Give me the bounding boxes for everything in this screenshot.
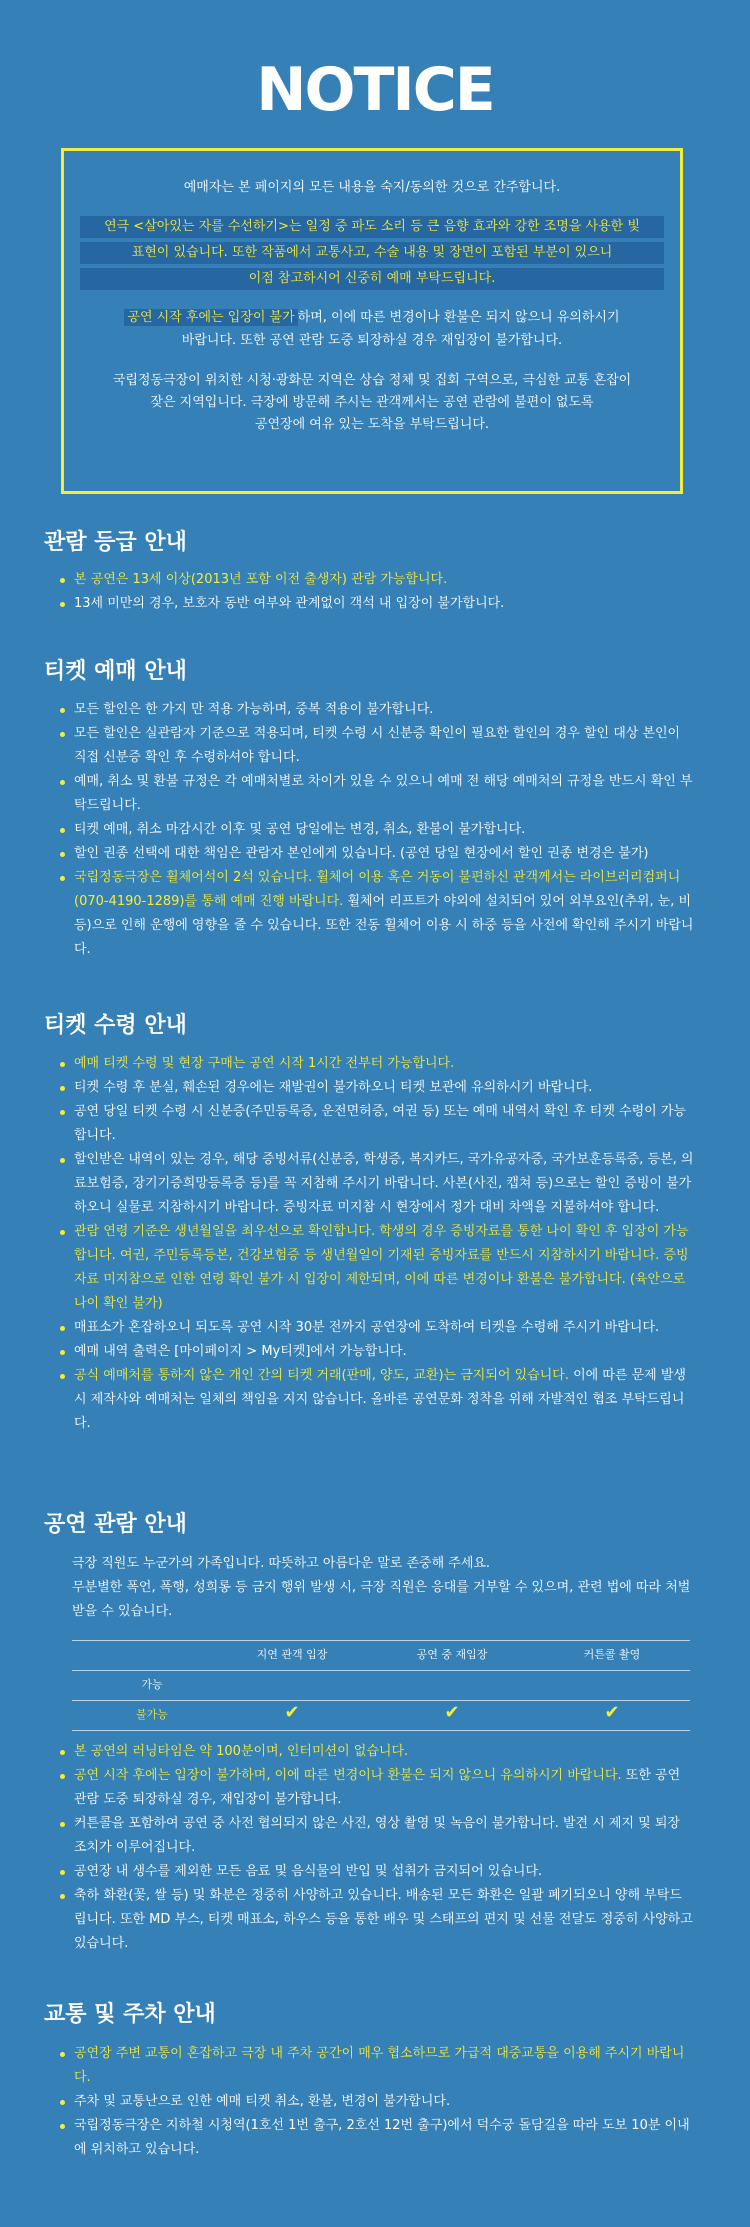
viewing-item: 커튼콜을 포함하여 공연 중 사전 협의되지 않은 사진, 영상 촬영 및 녹음이 불가합니다. 발견 시 제지 및 퇴장 조치가 이루어집니다. [60,1812,694,1860]
pickup-item: 공연 당일 티켓 수령 시 신분증(주민등록증, 운전면허증, 여권 등) 또는 예매 내역서 확인 후 티켓 수령이 가능합니다. [60,1100,694,1148]
notice-box [61,148,683,494]
rating-item: 13세 미만의 경우, 보호자 동반 여부와 관계없이 객석 내 입장이 불가합니다. [60,592,694,616]
check-icon: ✔ [444,1702,460,1723]
pickup-item: 예매 내역 출력은 [마이페이지 > My티켓]에서 가능합니다. [60,1340,694,1364]
notice-title: NOTICE [256,55,494,125]
booking-item: 예매, 취소 및 환불 규정은 각 예매처별로 차이가 있을 수 있으니 예매 전 해당 예매처의 규정을 반드시 확인 부탁드립니다. [60,770,694,818]
booking-title: 티켓 예매 안내 [44,659,187,684]
transport-item: 주차 및 교통난으로 인한 예매 티켓 취소, 환불, 변경이 불가합니다. [60,2090,694,2114]
table-rule [72,1730,690,1731]
check-icon: ✔ [284,1702,300,1723]
rating-item: 본 공연은 13세 이상(2013년 포함 이전 출생자) 관람 가능합니다. [60,568,694,592]
rating-list [60,568,694,616]
notice-intro: 예매자는 본 페이지의 모든 내용을 숙지/동의한 것으로 간주합니다. [183,180,561,195]
resale-highlight: 공식 예매처를 통하지 않은 개인 간의 티켓 거래(판매, 양도, 교환)는 금지되어 있습니다. [74,1368,569,1383]
transport-item: 국립정동극장은 지하철 시청역(1호선 1번 출구, 2호선 12번 출구)에서 덕수궁 돌담길을 따라 도보 10분 이내에 위치하고 있습니다. [60,2114,694,2162]
table-header: 커튼콜 촬영 [583,1648,641,1661]
viewing-intro-1: 극장 직원도 누군가의 가족입니다. 따뜻하고 아름다운 말로 존중해 주세요. [72,1556,491,1571]
transport-item: 공연장 주변 교통이 혼잡하고 극장 내 주차 공간이 매우 협소하므로 가급적 대중교통을 이용해 주시기 바랍니다. [60,2042,694,2090]
entry-rest-2: 바랍니다. 또한 공연 관람 도중 퇴장하실 경우 재입장이 불가합니다. [181,333,563,348]
warning-line-3: 이점 참고하시어 신중히 예매 부탁드립니다. [80,268,664,290]
viewing-item: 본 공연의 러닝타임은 약 100분이며, 인터미션이 없습니다. [60,1740,694,1764]
viewing-item: 축하 화환(꽃, 쌀 등) 및 화분은 정중히 사양하고 있습니다. 배송된 모든 화환은 일괄 폐기되오니 양해 부탁드립니다. 또한 MD 부스, 티켓 매표소, 하우스 등을 통한 배우 및 스태프의 편지 및 선물 전달도 정중히 사양하고 있습니다. [60,1884,694,1956]
wheelchair-rest: 휠체어 리프트가 야외에 설치되어 있어 외부요인(추위, 눈, 비 등)으로 인해 운행에 영향을 줄 수 있습니다. 또한 전동 휠체어 이용 시 하중 등을 사전에 확인해 주시기 바랍니다. [74,894,694,957]
entry-notice [64,308,680,328]
table-rule [72,1640,690,1641]
pickup-list [60,1052,694,1436]
viewing-intro-2: 무분별한 폭언, 폭행, 성희롱 등 금지 행위 발생 시, 극장 직원은 응대를 거부할 수 있으며, 관련 법에 따라 처벌받을 수 있습니다. [72,1580,691,1619]
table-header: 지연 관객 입장 [256,1648,328,1661]
booking-item-wheelchair [60,866,694,962]
late-entry-highlight: 공연 시작 후에는 입장이 불가하며, 이에 따른 변경이나 환불은 되지 않으니 유의하시기 바랍니다. [74,1768,622,1783]
viewing-item: 공연장 내 생수를 제외한 모든 음료 및 음식물의 반입 및 섭취가 금지되어 있습니다. [60,1860,694,1884]
booking-item: 티켓 예매, 취소 마감시간 이후 및 공연 당일에는 변경, 취소, 환불이 불가합니다. [60,818,694,842]
viewing-title: 공연 관람 안내 [44,1512,187,1537]
check-icon: ✔ [604,1702,620,1723]
viewing-item [60,1764,694,1812]
traffic-line-1: 국립정동극장이 위치한 시청·광화문 지역은 상습 정체 및 집회 구역으로, 극심한 교통 혼잡이 [112,373,632,388]
pickup-item: 티켓 수령 후 분실, 훼손된 경우에는 재발권이 불가하오니 티켓 보관에 유의하시기 바랍니다. [60,1076,694,1100]
row-label-possible: 가능 [141,1678,163,1691]
row-label-impossible: 불가능 [136,1708,168,1721]
traffic-line-3: 공연장에 여유 있는 도착을 부탁드립니다. [254,417,490,432]
table-rule [72,1670,690,1671]
booking-item: 모든 할인은 한 가지 만 적용 가능하며, 중복 적용이 불가합니다. [60,698,694,722]
warning-line-1: 연극 <살아있는 자를 수선하기>는 일정 중 파도 소리 등 큰 음향 효과와 강한 조명을 사용한 빛 [80,216,664,238]
viewing-list [60,1740,694,1956]
pickup-item: 할인받은 내역이 있는 경우, 해당 증빙서류(신분증, 학생증, 복지카드, 국가유공자증, 국가보훈등록증, 등본, 의료보험증, 장기기증희망등록증 등)를 꼭 지참해 주시기 바랍니다. 사본(사진, 캡쳐 등)으로는 할인 증빙이 불가하오니 실물로 지참하시기 바랍니다. 증빙자료 미지참 시 현장에서 정가 대비 차액을 지불하셔야 합니다. [60,1148,694,1220]
pickup-item [60,1364,694,1436]
pickup-item: 예매 티켓 수령 및 현장 구매는 공연 시작 1시간 전부터 가능합니다. [60,1052,694,1076]
pickup-title: 티켓 수령 안내 [44,1013,187,1038]
pickup-item: 관람 연령 기준은 생년월일을 최우선으로 확인합니다. 학생의 경우 증빙자료를 통한 나이 확인 후 입장이 가능합니다. 여권, 주민등록등본, 건강보험증 등 생년월일이 기재된 증빙자료를 반드시 지참하시기 바랍니다. 증빙자료 미지참으로 인한 연령 확인 불가 시 입장이 제한되며, 이에 따른 변경이나 환불은 불가합니다. (육안으로 나이 확인 불가) [60,1220,694,1316]
warning-line-2: 표현이 있습니다. 또한 작품에서 교통사고, 수술 내용 및 장면이 포함된 부분이 있으니 [80,242,664,264]
entry-rest-1: 하며, 이에 따른 변경이나 환불은 되지 않으니 유의하시기 [297,310,620,325]
table-rule [72,1700,690,1701]
traffic-line-2: 잦은 지역입니다. 극장에 방문해 주시는 관객께서는 공연 관람에 불편이 없도록 [150,395,594,410]
entry-highlight: 공연 시작 후에는 입장이 불가 [124,309,297,326]
pickup-item: 매표소가 혼잡하오니 되도록 공연 시작 30분 전까지 공연장에 도착하여 티켓을 수령해 주시기 바랍니다. [60,1316,694,1340]
transport-title: 교통 및 주차 안내 [44,2002,216,2027]
rating-title: 관람 등급 안내 [44,530,187,555]
booking-item: 모든 할인은 실관람자 기준으로 적용되며, 티켓 수령 시 신분증 확인이 필요한 할인의 경우 할인 대상 본인이 직접 신분증 확인 후 수령하셔야 합니다. [60,722,694,770]
table-header: 공연 중 재입장 [416,1648,488,1661]
wheelchair-highlight: 국립정동극장은 휠체어석이 2석 있습니다. 휠체어 이용 혹은 거동이 불편하신 관객께서는 라이브러리컴퍼니(070-4190-1289)를 통해 예매 진행 바랍니다. [74,870,681,909]
late-entry-rest: 또한 공연 관람 도중 퇴장하실 경우, 재입장이 불가합니다. [74,1768,681,1807]
booking-list [60,698,694,962]
resale-rest: 이에 따른 문제 발생 시 제작사와 예매처는 일체의 책임을 지지 않습니다. 올바른 공연문화 정착을 위해 자발적인 협조 부탁드립니다. [74,1368,686,1431]
transport-list [60,2042,694,2162]
booking-item: 할인 권종 선택에 대한 책임은 관람자 본인에게 있습니다. (공연 당일 현장에서 할인 권종 변경은 불가) [60,842,694,866]
